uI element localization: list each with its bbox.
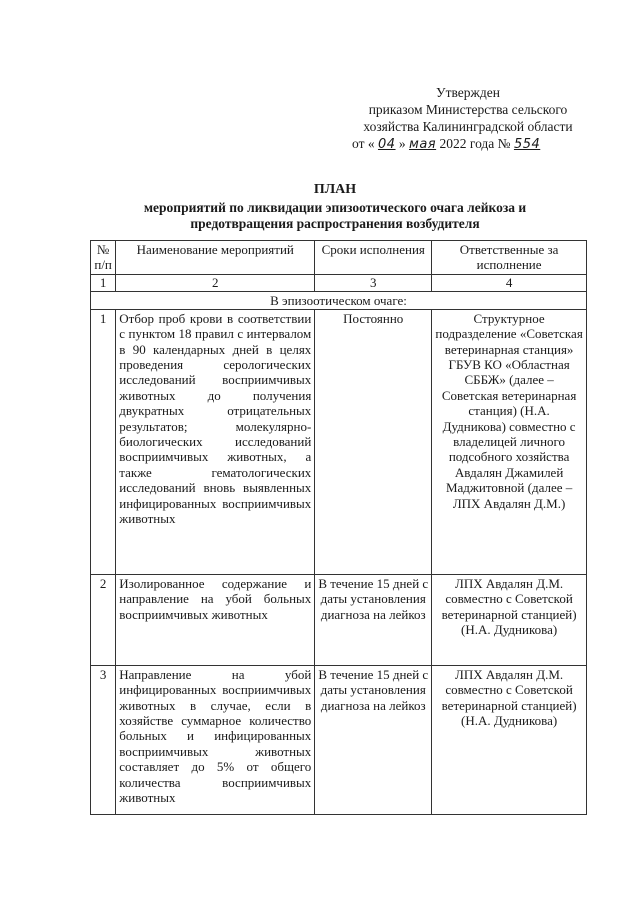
title-heading: ПЛАН bbox=[313, 182, 357, 197]
table-header-row bbox=[91, 241, 587, 275]
approval-date-line bbox=[348, 135, 588, 153]
title-subtitle-1: мероприятий по ликвидации эпизоотического очага лейкоза и bbox=[143, 200, 527, 215]
row-term: В течение 15 дней с даты установления диагноза на лейкоз bbox=[315, 574, 432, 665]
row-number: 1 bbox=[91, 309, 116, 574]
table-row bbox=[91, 574, 587, 665]
column-number: 2 bbox=[116, 274, 315, 291]
column-number: 4 bbox=[432, 274, 587, 291]
date-year: 2022 года № bbox=[439, 136, 511, 151]
row-responsible: ЛПХ Авдалян Д.М. совместно с Советской ветеринарной станцией) (Н.А. Дудникова) bbox=[432, 574, 587, 665]
title-subtitle-2: предотвращения распространения возбудителя bbox=[190, 216, 480, 231]
approval-line-3: хозяйства Калининградской области bbox=[363, 119, 573, 134]
row-term: Постоянно bbox=[315, 309, 432, 574]
table-row bbox=[91, 665, 587, 814]
header-number: № п/п bbox=[91, 241, 116, 275]
date-prefix: от « bbox=[352, 136, 375, 151]
header-action: Наименование мероприятий bbox=[116, 241, 315, 275]
row-number: 2 bbox=[91, 574, 116, 665]
plan-table bbox=[90, 240, 587, 815]
header-term: Сроки исполнения bbox=[315, 241, 432, 275]
row-responsible: Структурное подразделение «Советская ветеринарная станция» ГБУВ КО «Областная СББЖ» (далее – Советская ветеринарная станция) (Н.А. Дудникова) совместно с владелицей личного подсобного хозяйства Авдалян Джамилей Маджитовной (далее – ЛПХ Авдалян Д.М.) bbox=[432, 309, 587, 574]
column-number: 3 bbox=[315, 274, 432, 291]
row-action: Изолированное содержание и направление на убой больных восприимчивых животных bbox=[116, 574, 315, 665]
date-month: мая bbox=[409, 137, 437, 152]
header-responsible: Ответственные за исполнение bbox=[432, 241, 587, 275]
row-responsible: ЛПХ Авдалян Д.М. совместно с Советской ветеринарной станцией) (Н.А. Дудникова) bbox=[432, 665, 587, 814]
row-term: В течение 15 дней с даты установления диагноза на лейкоз bbox=[315, 665, 432, 814]
date-day: 04 bbox=[377, 137, 396, 152]
table-row bbox=[91, 309, 587, 574]
column-number: 1 bbox=[91, 274, 116, 291]
approval-line-2: приказом Министерства сельского bbox=[368, 102, 568, 117]
approval-stamp bbox=[348, 84, 588, 153]
section-title: В эпизоотическом очаге: bbox=[91, 291, 587, 309]
row-action: Направление на убой инфицированных восприимчивых животных в случае, если в хозяйстве суммарное количество больных и инфицированных восприимчивых животных составляет до 5% от общего количества восприимчивых животных bbox=[116, 665, 315, 814]
section-row bbox=[91, 291, 587, 309]
document-title bbox=[80, 182, 590, 232]
column-number-row bbox=[91, 274, 587, 291]
row-number: 3 bbox=[91, 665, 116, 814]
row-action: Отбор проб крови в соответствии с пунктом 18 правил с интервалом в 90 календарных дней в целях проведения серологических исследований восприимчивых животных до получения двукратных отрицательных результатов; молекулярно-биологических исследований восприимчивых животных, а также гематологических исследований вновь выявленных инфицированных восприимчивых животных bbox=[116, 309, 315, 574]
order-number: 554 bbox=[513, 137, 541, 152]
date-mid: » bbox=[398, 136, 406, 151]
approval-line-1: Утвержден bbox=[436, 85, 500, 100]
